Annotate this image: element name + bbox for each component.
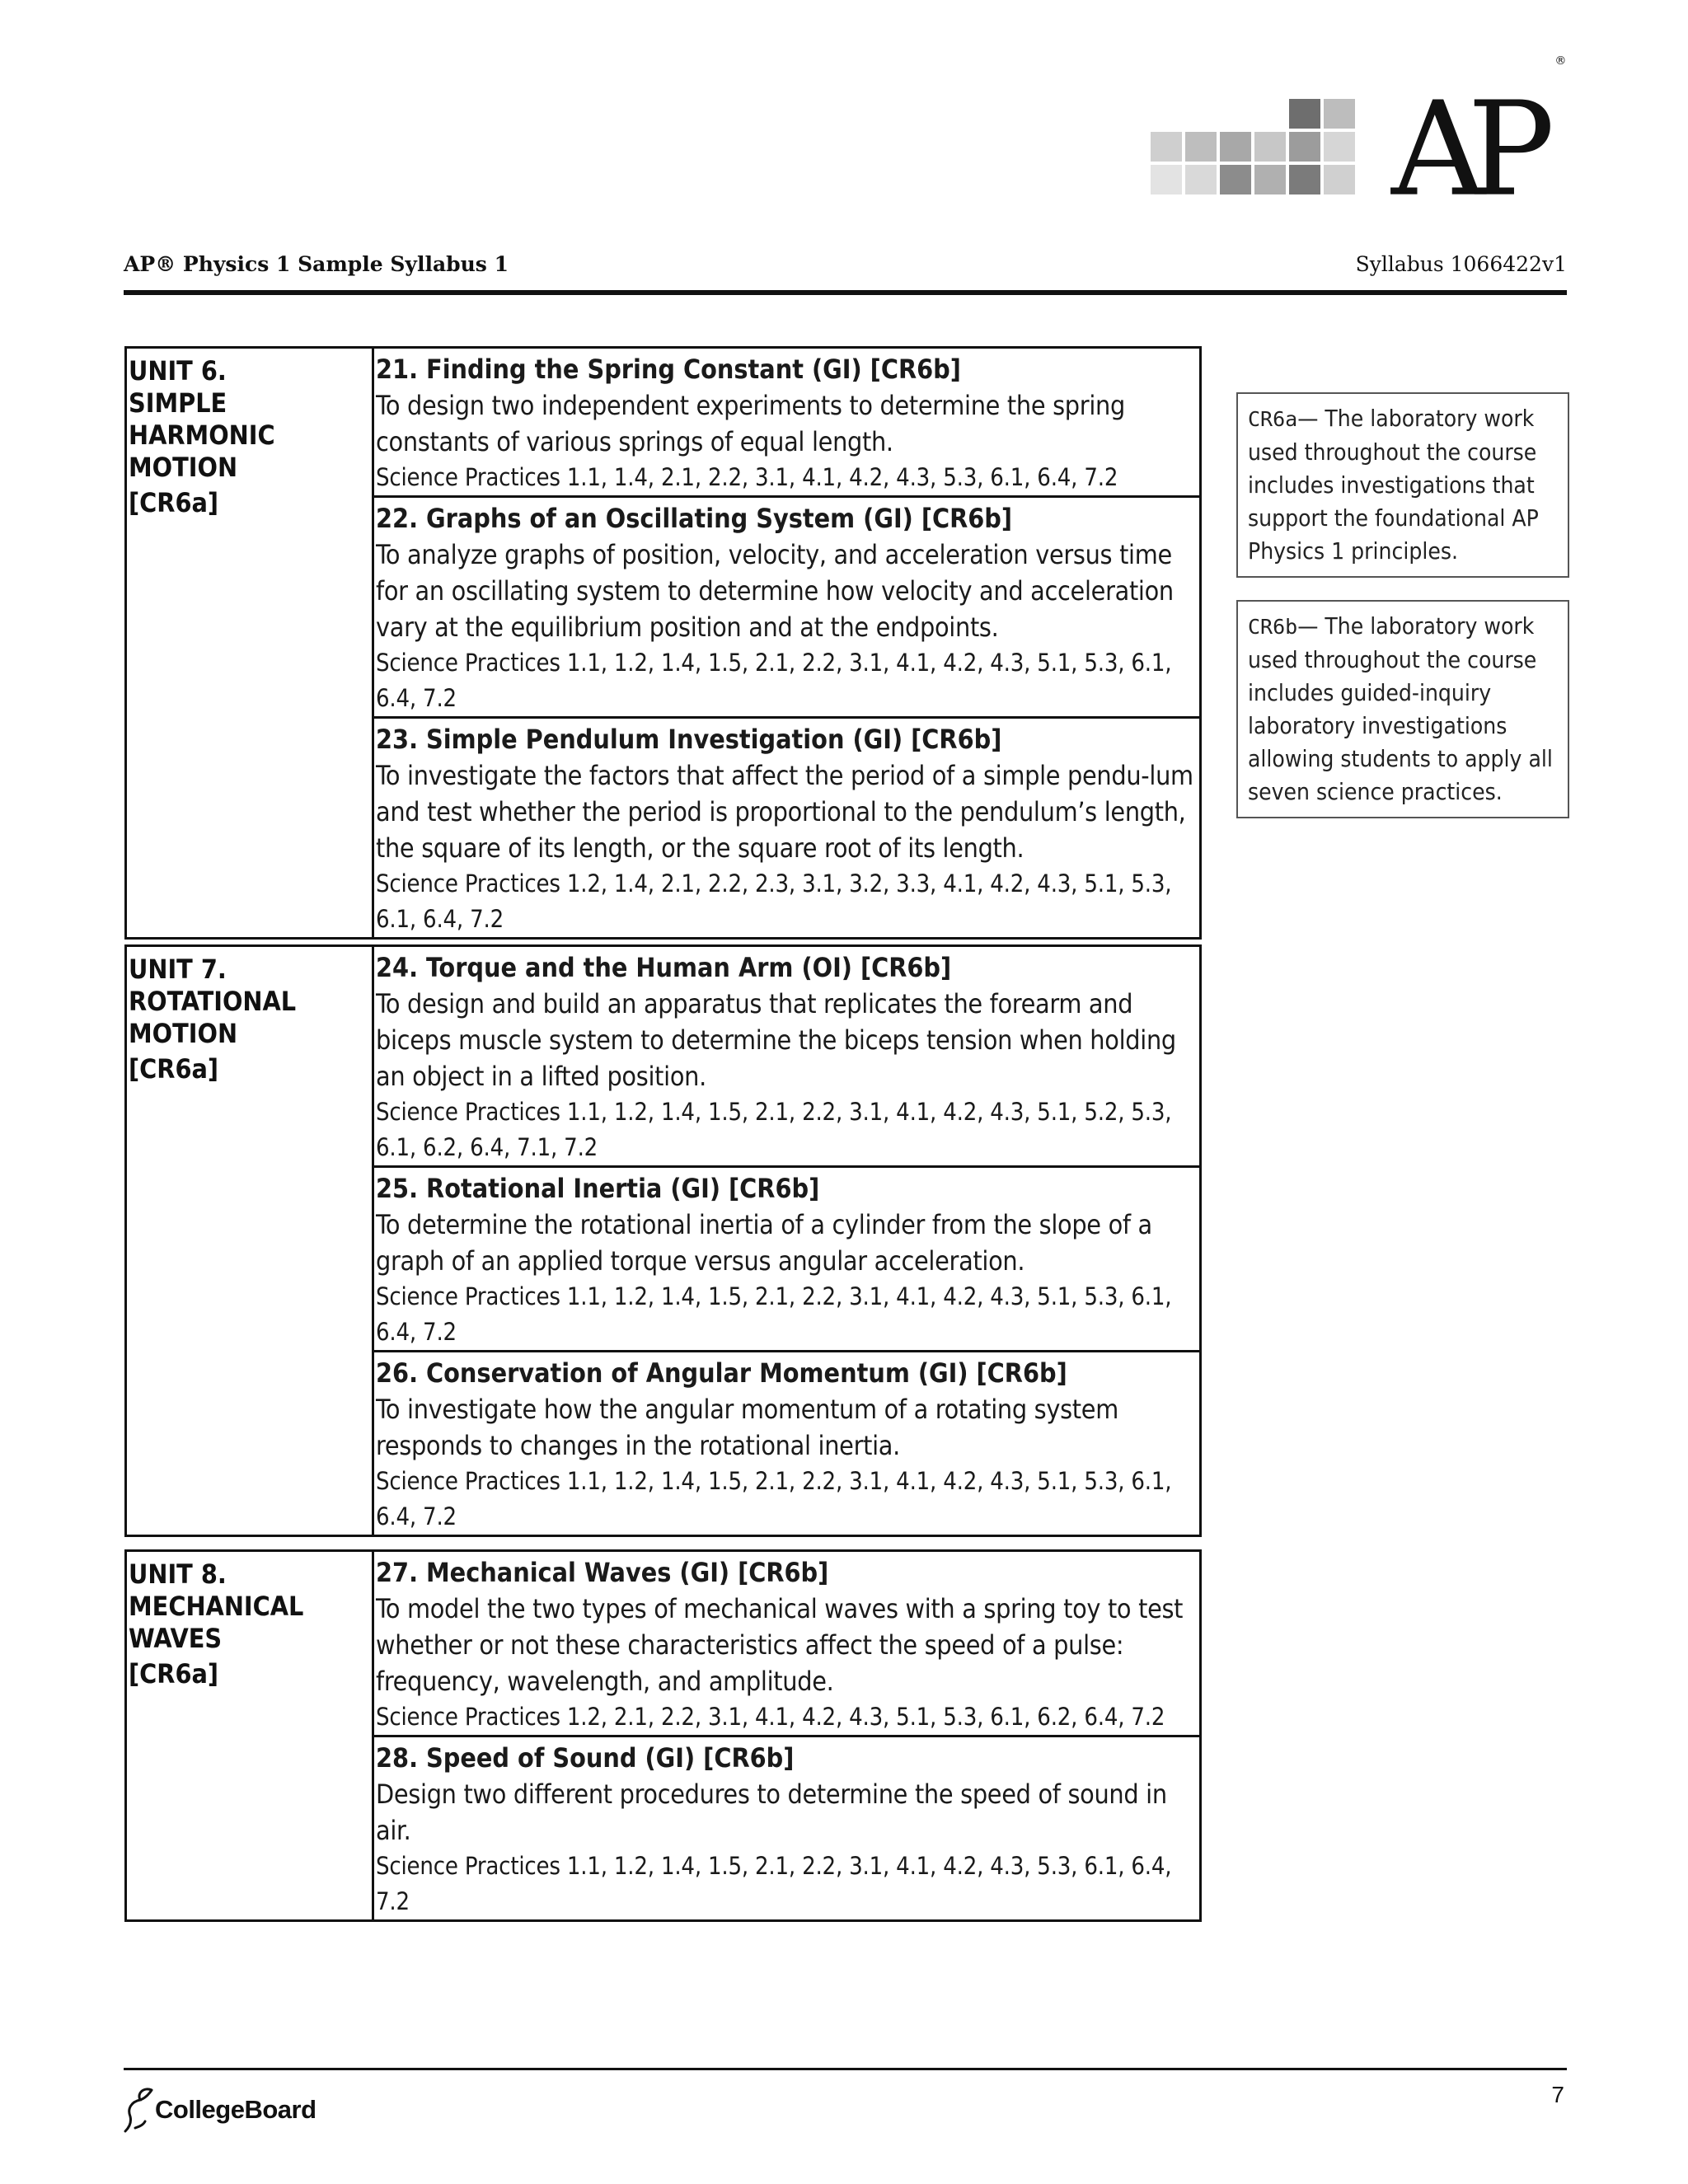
unit-name: MOTION <box>129 452 238 483</box>
lab-title: 26. Conservation of Angular Momentum (GI) [CR6b] <box>376 1357 1067 1389</box>
lab-description: To investigate the factors that affect the period of a simple pendu-lum and test whether the period is proportional to the pendulum’s length, the square of its length, or the square root of its length. <box>376 760 1193 864</box>
callout-cr6b <box>1236 600 1569 818</box>
lab-description: To design and build an apparatus that replicates the forearm and biceps muscle system to determine the biceps tension when holding an object in a lifted position. <box>376 988 1176 1092</box>
lab-description: To investigate how the angular momentum of a rotating system responds to changes in the rotational inertia. <box>376 1394 1118 1461</box>
lab-description: Design two different procedures to determine the speed of sound in air. <box>376 1779 1167 1846</box>
unit-curriculum-code: [CR6a] <box>129 487 219 518</box>
callout-text: — The laboratory work used throughout the course includes guided-inquiry laboratory investigations allowing students to apply all seven science practices. <box>1248 612 1553 805</box>
unit-curriculum-code: [CR6a] <box>129 1658 219 1690</box>
unit-number: UNIT 7. <box>129 954 227 985</box>
lab-entry <box>374 1735 1199 1919</box>
page-number: 7 <box>1551 2082 1564 2107</box>
unit-number: UNIT 6. <box>129 355 227 387</box>
lab-title: 25. Rotational Inertia (GI) [CR6b] <box>376 1173 820 1204</box>
lab-science-practices: Science Practices 1.2, 1.4, 2.1, 2.2, 2.3, 3.1, 3.2, 3.3, 4.1, 4.2, 4.3, 5.1, 5.3, 6.1, 6.4, 7.2 <box>376 869 1172 933</box>
collegeboard-brand: CollegeBoard <box>155 2095 316 2124</box>
ap-logo: AP <box>1391 73 1537 226</box>
callout-code: CR6b <box>1248 615 1298 639</box>
lab-description: To determine the rotational inertia of a cylinder from the slope of a graph of an applied torque versus angular acceleration. <box>376 1209 1152 1277</box>
document-id: Syllabus 1066422v1 <box>1355 252 1567 276</box>
callout-text: — The laboratory work used throughout the course includes investigations that support the foundational AP Physics 1 principles. <box>1248 405 1539 565</box>
lab-science-practices: Science Practices 1.1, 1.2, 1.4, 1.5, 2.1, 2.2, 3.1, 4.1, 4.2, 4.3, 5.1, 5.3, 6.1, 6.4, 7.2 <box>376 1467 1172 1530</box>
lab-title: 24. Torque and the Human Arm (OI) [CR6b] <box>376 952 952 983</box>
lab-entry <box>374 495 1199 716</box>
footer-divider <box>124 2068 1567 2070</box>
lab-science-practices: Science Practices 1.1, 1.2, 1.4, 1.5, 2.1, 2.2, 3.1, 4.1, 4.2, 4.3, 5.3, 6.1, 6.4, 7.2 <box>376 1852 1172 1915</box>
unit-6-table <box>124 346 1202 940</box>
unit-name: ROTATIONAL <box>129 986 297 1017</box>
lab-title: 27. Mechanical Waves (GI) [CR6b] <box>376 1557 829 1588</box>
lab-entry <box>374 716 1199 937</box>
callout-code: CR6a <box>1248 407 1298 431</box>
unit-label <box>127 1552 374 1919</box>
callout-cr6a <box>1236 392 1569 578</box>
lab-entry <box>374 349 1199 495</box>
lab-entry <box>374 1350 1199 1535</box>
lab-science-practices: Science Practices 1.2, 2.1, 2.2, 3.1, 4.1, 4.2, 4.3, 5.1, 5.3, 6.1, 6.2, 6.4, 7.2 <box>376 1703 1165 1731</box>
unit-7-table <box>124 944 1202 1537</box>
unit-number: UNIT 8. <box>129 1558 227 1590</box>
unit-curriculum-code: [CR6a] <box>129 1053 219 1085</box>
lab-science-practices: Science Practices 1.1, 1.2, 1.4, 1.5, 2.1, 2.2, 3.1, 4.1, 4.2, 4.3, 5.1, 5.2, 5.3, 6.1, 6.2, 6.4, 7.1, 7.2 <box>376 1098 1172 1161</box>
unit-8-table <box>124 1549 1202 1922</box>
unit-label <box>127 349 374 937</box>
unit-name: MECHANICAL <box>129 1591 304 1622</box>
lab-entry <box>374 1552 1199 1735</box>
lab-title: 22. Graphs of an Oscillating System (GI) [CR6b] <box>376 503 1013 534</box>
lab-entry <box>374 947 1199 1165</box>
unit-name: WAVES <box>129 1623 223 1654</box>
lab-science-practices: Science Practices 1.1, 1.4, 2.1, 2.2, 3.1, 4.1, 4.2, 4.3, 5.3, 6.1, 6.4, 7.2 <box>376 463 1118 491</box>
lab-title: 21. Finding the Spring Constant (GI) [CR6b] <box>376 354 961 385</box>
lab-title: 23. Simple Pendulum Investigation (GI) [CR6b] <box>376 724 1002 755</box>
unit-name: SIMPLE HARMONIC <box>129 387 275 451</box>
lab-entry <box>374 1165 1199 1350</box>
lab-description: To analyze graphs of position, velocity, and acceleration versus time for an oscillating system to determine how velocity and acceleration vary at the equilibrium position and at the endpoints. <box>376 539 1174 643</box>
lab-science-practices: Science Practices 1.1, 1.2, 1.4, 1.5, 2.1, 2.2, 3.1, 4.1, 4.2, 4.3, 5.1, 5.3, 6.1, 6.4, 7.2 <box>376 649 1172 712</box>
lab-title: 28. Speed of Sound (GI) [CR6b] <box>376 1742 795 1774</box>
lab-science-practices: Science Practices 1.1, 1.2, 1.4, 1.5, 2.1, 2.2, 3.1, 4.1, 4.2, 4.3, 5.1, 5.3, 6.1, 6.4, 7.2 <box>376 1282 1172 1346</box>
lab-description: To model the two types of mechanical waves with a spring toy to test whether or not these characteristics affect the speed of a pulse: frequency, wavelength, and amplitude. <box>376 1593 1184 1697</box>
unit-label <box>127 947 374 1535</box>
unit-name: MOTION <box>129 1018 238 1049</box>
lab-description: To design two independent experiments to determine the spring constants of various springs of equal length. <box>376 390 1125 457</box>
header-divider <box>124 290 1567 295</box>
document-title: AP® Physics 1 Sample Syllabus 1 <box>124 252 509 276</box>
